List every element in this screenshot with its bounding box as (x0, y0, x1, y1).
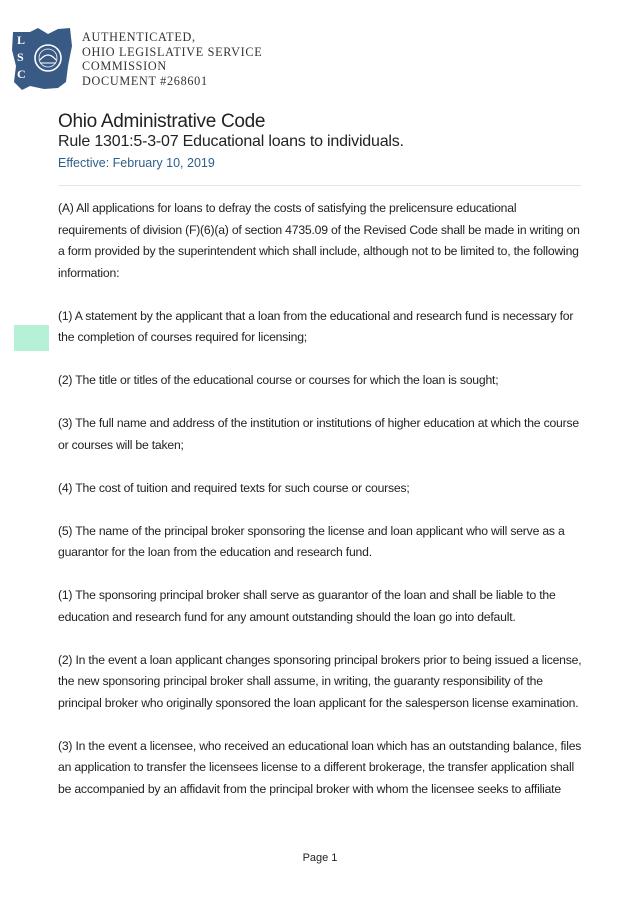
seal-letter: C (17, 67, 26, 81)
rule-body (58, 198, 588, 822)
seal-letter: L (17, 33, 26, 47)
authentication-block (82, 30, 262, 88)
ohio-seal-icon (10, 26, 74, 92)
lsc-seal-logo (10, 26, 74, 92)
paragraph: (4) The cost of tuition and required texts for such course or courses; (58, 480, 410, 495)
paragraph: (1) The sponsoring principal broker shall serve as guarantor of the loan and shall be liable to the education and research fund for any amount outstanding should the loan go into default. (58, 588, 556, 624)
highlight-marker (14, 325, 49, 351)
paragraph: (3) In the event a licensee, who received an educational loan which has an outstanding balance, files an application to transfer the licensees license to a different brokerage, the transfer application shall be accompanied by an affidavit from the principal broker with whom the licensee seeks to affiliate (58, 738, 582, 796)
paragraph: (A) All applications for loans to defray the costs of satisfying the prelicensure educational requirements of division (F)(6)(a) of section 4735.09 of the Revised Code shall be made in writing on a form provided by the superintendent which shall include, although not to be limited to, the following information: (58, 201, 580, 280)
auth-line: AUTHENTICATED, (82, 30, 196, 44)
auth-line: DOCUMENT #268601 (82, 73, 208, 88)
auth-line: COMMISSION (82, 59, 167, 74)
paragraph: (1) A statement by the applicant that a loan from the educational and research fund is necessary for the completion of courses required for licensing; (58, 308, 574, 344)
auth-line: OHIO LEGISLATIVE SERVICE (82, 44, 263, 59)
paragraph: (2) The title or titles of the educational course or courses for which the loan is sought; (58, 373, 499, 387)
paragraph: (3) The full name and address of the institution or institutions of higher education at which the course or courses will be taken; (58, 416, 579, 452)
paragraph: (5) The name of the principal broker sponsoring the license and loan applicant who will serve as a guarantor for the loan from the education and research fund. (58, 523, 565, 559)
seal-letter: S (17, 50, 24, 64)
paragraph: (2) In the event a loan applicant changes sponsoring principal brokers prior to being issued a license, the new sponsoring principal broker shall assume, in writing, the guaranty responsibility of the principal broker who originally sponsored the loan applicant for the salesperson license examination. (58, 652, 582, 710)
rule-title: Rule 1301:5-3-07 Educational loans to individuals. (58, 133, 404, 150)
code-title: Ohio Administrative Code (58, 111, 266, 132)
divider (58, 185, 581, 186)
effective-date: Effective: February 10, 2019 (58, 156, 215, 170)
page-number: Page 1 (302, 852, 338, 864)
